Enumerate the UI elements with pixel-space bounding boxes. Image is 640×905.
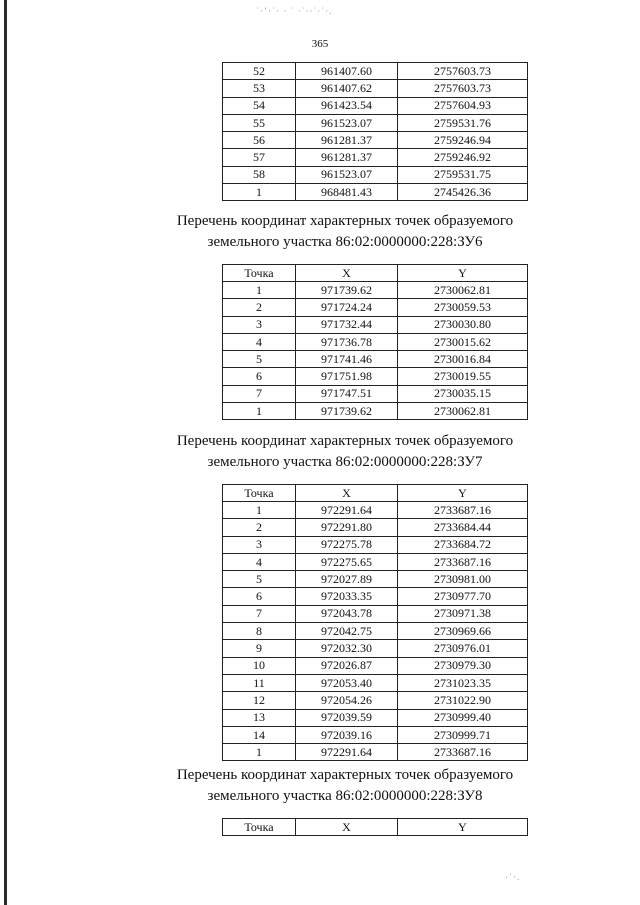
cell-point-number: 1 — [223, 184, 296, 201]
cell-x-coordinate: 968481.43 — [296, 184, 398, 201]
cell-x-coordinate: 972043.78 — [296, 605, 398, 622]
table-row — [223, 316, 528, 333]
header-point: Точка — [223, 819, 296, 836]
table-row — [223, 744, 528, 761]
table-row — [223, 657, 528, 674]
table-row — [223, 502, 528, 519]
heading-line: Перечень координат характерных точек образуемого — [176, 433, 514, 449]
header-x: X — [296, 819, 398, 836]
cell-y-coordinate: 2730062.81 — [398, 282, 528, 299]
header-point: Точка — [223, 485, 296, 502]
coordinates-table-zu7 — [222, 484, 528, 761]
table-row — [223, 385, 528, 402]
cell-point-number: 55 — [223, 114, 296, 131]
cell-x-coordinate: 961523.07 — [296, 166, 398, 183]
cell-point-number: 1 — [223, 502, 296, 519]
cell-point-number: 1 — [223, 403, 296, 420]
coordinates-table-zu8 — [222, 818, 528, 836]
cell-y-coordinate: 2733687.16 — [398, 502, 528, 519]
cell-point-number: 6 — [223, 368, 296, 385]
cell-point-number: 2 — [223, 299, 296, 316]
cell-x-coordinate: 972275.65 — [296, 553, 398, 570]
cell-x-coordinate: 972033.35 — [296, 588, 398, 605]
cell-point-number: 5 — [223, 571, 296, 588]
cell-y-coordinate: 2730059.53 — [398, 299, 528, 316]
cell-point-number: 52 — [223, 63, 296, 80]
table-row — [223, 63, 528, 80]
table-row — [223, 132, 528, 149]
cell-x-coordinate: 972053.40 — [296, 674, 398, 691]
table-row — [223, 333, 528, 350]
table-header-row — [223, 265, 528, 282]
table-row — [223, 674, 528, 691]
cell-y-coordinate: 2730969.66 — [398, 623, 528, 640]
header-y: Y — [398, 265, 528, 282]
cell-point-number: 9 — [223, 640, 296, 657]
cell-point-number: 14 — [223, 726, 296, 743]
table-row — [223, 519, 528, 536]
table-header-row — [223, 819, 528, 836]
heading-line: земельного участка 86:02:0000000:228:ЗУ8 — [207, 788, 483, 804]
cell-x-coordinate: 972054.26 — [296, 692, 398, 709]
cell-x-coordinate: 971732.44 — [296, 316, 398, 333]
table-row — [223, 114, 528, 131]
cell-point-number: 58 — [223, 166, 296, 183]
cell-y-coordinate: 2759246.92 — [398, 149, 528, 166]
cell-x-coordinate: 971739.62 — [296, 403, 398, 420]
cell-y-coordinate: 2730019.55 — [398, 368, 528, 385]
cell-point-number: 53 — [223, 80, 296, 97]
cell-x-coordinate: 961407.62 — [296, 80, 398, 97]
cell-point-number: 11 — [223, 674, 296, 691]
cell-point-number: 2 — [223, 519, 296, 536]
cell-y-coordinate: 2731023.35 — [398, 674, 528, 691]
coordinates-table-zu6 — [222, 264, 528, 420]
table-row — [223, 536, 528, 553]
cell-x-coordinate: 971741.46 — [296, 351, 398, 368]
cell-x-coordinate: 972291.80 — [296, 519, 398, 536]
page-number: 365 — [311, 38, 329, 50]
table-row — [223, 605, 528, 622]
cell-y-coordinate: 2757603.73 — [398, 63, 528, 80]
header-y: Y — [398, 485, 528, 502]
cell-x-coordinate: 972027.89 — [296, 571, 398, 588]
table-row — [223, 726, 528, 743]
cell-point-number: 7 — [223, 385, 296, 402]
table-row — [223, 588, 528, 605]
cell-y-coordinate: 2731022.90 — [398, 692, 528, 709]
scan-noise: ˙·ʼ·˙· · ˙ ·˙·ᵕ˙·˙·. — [256, 6, 333, 16]
cell-y-coordinate: 2730977.70 — [398, 588, 528, 605]
heading-line: Перечень координат характерных точек образуемого — [176, 767, 514, 783]
header-point: Точка — [223, 265, 296, 282]
cell-point-number: 6 — [223, 588, 296, 605]
section-heading-zu6 — [0, 211, 640, 253]
section-heading-zu7 — [0, 431, 640, 473]
cell-point-number: 56 — [223, 132, 296, 149]
cell-y-coordinate: 2730035.15 — [398, 385, 528, 402]
table-row — [223, 403, 528, 420]
cell-y-coordinate: 2730979.30 — [398, 657, 528, 674]
cell-x-coordinate: 972275.78 — [296, 536, 398, 553]
table-row — [223, 692, 528, 709]
cell-x-coordinate: 961281.37 — [296, 149, 398, 166]
table-row — [223, 299, 528, 316]
cell-point-number: 8 — [223, 623, 296, 640]
table-row — [223, 282, 528, 299]
table-row — [223, 368, 528, 385]
table-row — [223, 640, 528, 657]
cell-point-number: 1 — [223, 744, 296, 761]
header-y: Y — [398, 819, 528, 836]
cell-point-number: 3 — [223, 316, 296, 333]
cell-y-coordinate: 2730030.80 — [398, 316, 528, 333]
heading-line: земельного участка 86:02:0000000:228:ЗУ7 — [207, 454, 483, 470]
cell-y-coordinate: 2757603.73 — [398, 80, 528, 97]
cell-y-coordinate: 2730981.00 — [398, 571, 528, 588]
cell-x-coordinate: 961281.37 — [296, 132, 398, 149]
table-row — [223, 166, 528, 183]
cell-x-coordinate: 971724.24 — [296, 299, 398, 316]
cell-y-coordinate: 2730976.01 — [398, 640, 528, 657]
cell-x-coordinate: 971739.62 — [296, 282, 398, 299]
cell-x-coordinate: 971751.98 — [296, 368, 398, 385]
cell-y-coordinate: 2730062.81 — [398, 403, 528, 420]
cell-x-coordinate: 972291.64 — [296, 502, 398, 519]
table-row — [223, 97, 528, 114]
cell-y-coordinate: 2757604.93 — [398, 97, 528, 114]
table-row — [223, 553, 528, 570]
table-row — [223, 623, 528, 640]
cell-y-coordinate: 2733684.72 — [398, 536, 528, 553]
header-x: X — [296, 485, 398, 502]
section-heading-zu8 — [0, 765, 640, 807]
cell-y-coordinate: 2730016.84 — [398, 351, 528, 368]
cell-point-number: 1 — [223, 282, 296, 299]
cell-point-number: 12 — [223, 692, 296, 709]
cell-point-number: 54 — [223, 97, 296, 114]
table-row — [223, 80, 528, 97]
cell-x-coordinate: 961423.54 — [296, 97, 398, 114]
cell-point-number: 13 — [223, 709, 296, 726]
cell-y-coordinate: 2759531.75 — [398, 166, 528, 183]
cell-x-coordinate: 972291.64 — [296, 744, 398, 761]
cell-x-coordinate: 971747.51 — [296, 385, 398, 402]
cell-x-coordinate: 972039.16 — [296, 726, 398, 743]
table-row — [223, 571, 528, 588]
cell-point-number: 4 — [223, 553, 296, 570]
heading-line: Перечень координат характерных точек образуемого — [176, 213, 514, 229]
cell-y-coordinate: 2733687.16 — [398, 744, 528, 761]
table-row — [223, 149, 528, 166]
cell-point-number: 3 — [223, 536, 296, 553]
cell-point-number: 4 — [223, 333, 296, 350]
cell-x-coordinate: 961407.60 — [296, 63, 398, 80]
cell-x-coordinate: 961523.07 — [296, 114, 398, 131]
table-header-row — [223, 485, 528, 502]
cell-point-number: 5 — [223, 351, 296, 368]
cell-x-coordinate: 972032.30 — [296, 640, 398, 657]
cell-x-coordinate: 972039.59 — [296, 709, 398, 726]
table-row — [223, 709, 528, 726]
cell-y-coordinate: 2759531.76 — [398, 114, 528, 131]
heading-line: земельного участка 86:02:0000000:228:ЗУ6 — [207, 234, 483, 250]
cell-y-coordinate: 2730971.38 — [398, 605, 528, 622]
cell-x-coordinate: 971736.78 — [296, 333, 398, 350]
cell-x-coordinate: 972042.75 — [296, 623, 398, 640]
cell-y-coordinate: 2730999.71 — [398, 726, 528, 743]
cell-y-coordinate: 2745426.36 — [398, 184, 528, 201]
cell-y-coordinate: 2730015.62 — [398, 333, 528, 350]
table-row — [223, 351, 528, 368]
table-row — [223, 184, 528, 201]
cell-point-number: 10 — [223, 657, 296, 674]
cell-y-coordinate: 2733687.16 — [398, 553, 528, 570]
cell-point-number: 7 — [223, 605, 296, 622]
cell-y-coordinate: 2759246.94 — [398, 132, 528, 149]
cell-point-number: 57 — [223, 149, 296, 166]
cell-y-coordinate: 2730999.40 — [398, 709, 528, 726]
header-x: X — [296, 265, 398, 282]
scan-noise: ·˙·. — [505, 872, 521, 882]
coordinates-table-continued — [222, 62, 528, 201]
cell-x-coordinate: 972026.87 — [296, 657, 398, 674]
cell-y-coordinate: 2733684.44 — [398, 519, 528, 536]
